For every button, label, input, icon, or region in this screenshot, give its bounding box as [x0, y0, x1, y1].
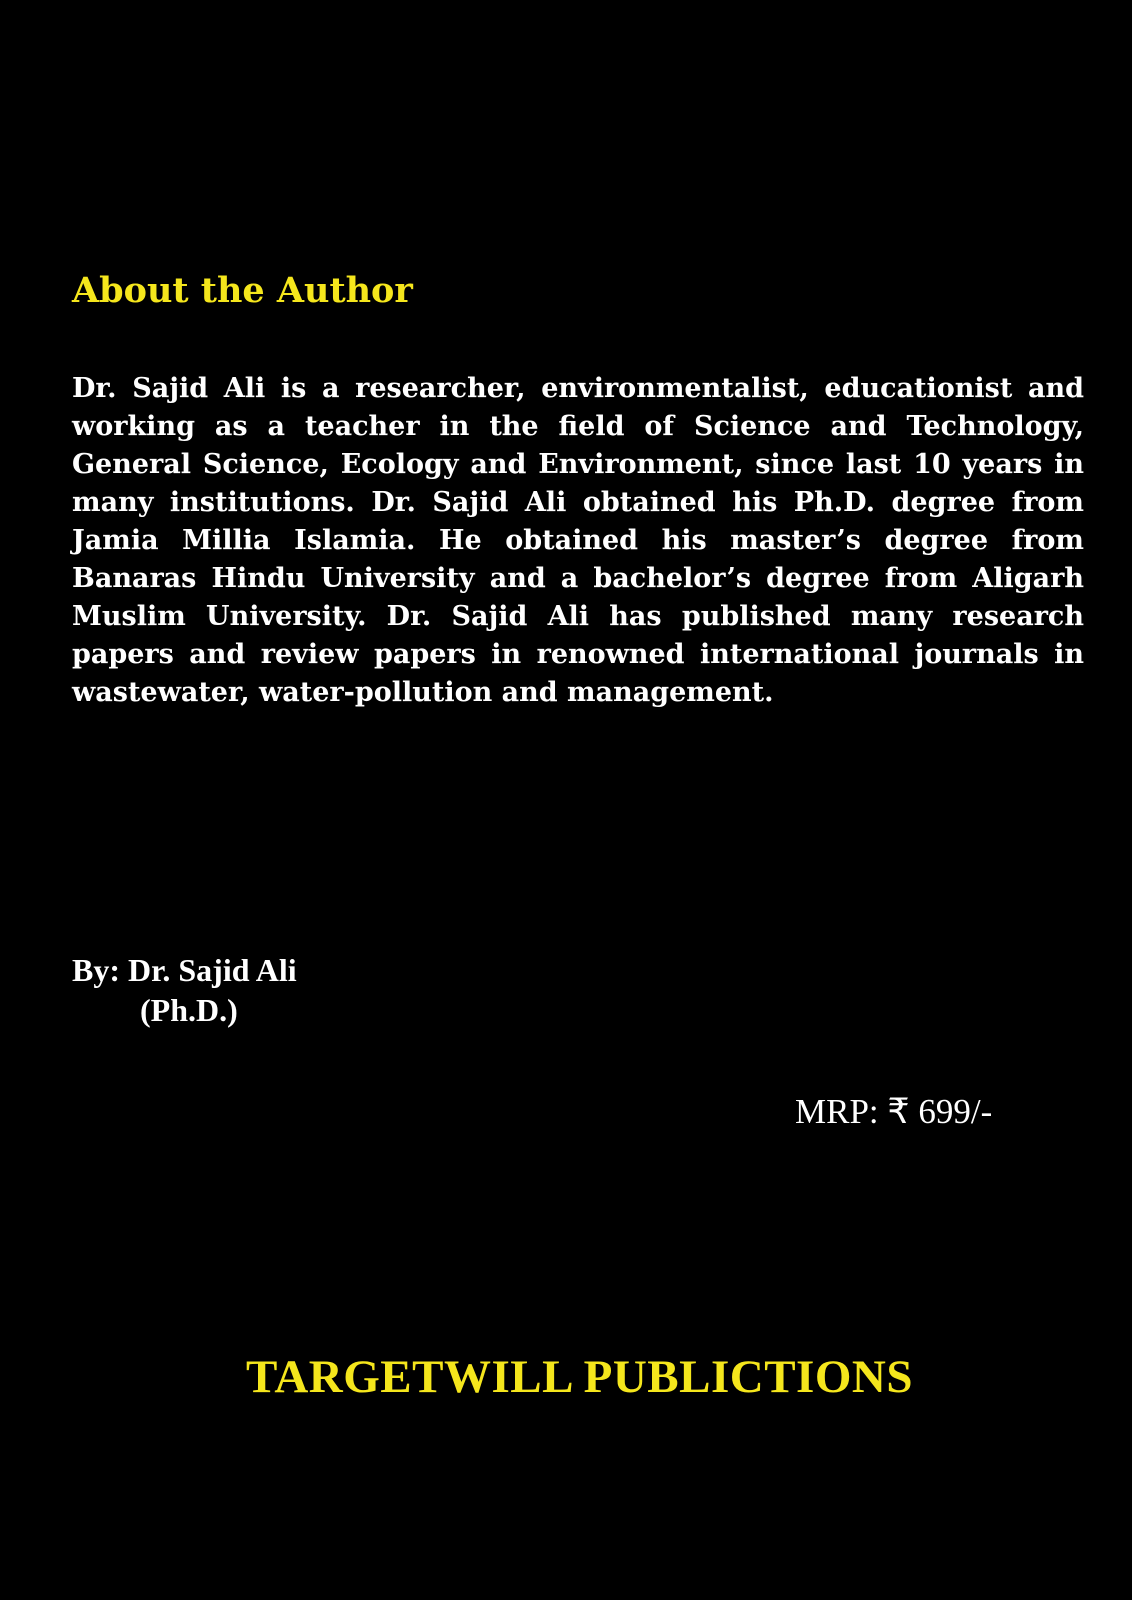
author-bio: Dr. Sajid Ali is a researcher, environmentalist, educationist and working as a teacher in the field of Science and Technology, General Science, Ecology and Environment, since last 10 years in many institutions. Dr. Sajid Ali obtained his Ph.D. degree from Jamia Millia Islamia. He obtained his master’s degree from Banaras Hindu University and a bachelor’s degree from Aligarh Muslim University. Dr. Sajid Ali has published many research papers and review papers in renowned international journals in wastewater, water-pollution and management. [72, 373, 1084, 708]
price-label: MRP: ₹ 699/- [795, 1092, 993, 1131]
author-byline [72, 950, 297, 1030]
publisher-name: TARGETWILL PUBLICTIONS [245, 1351, 913, 1403]
author-name: By: Dr. Sajid Ali [72, 952, 297, 988]
author-qualification: (Ph.D.) [140, 992, 238, 1028]
about-author-heading: About the Author [72, 270, 413, 311]
